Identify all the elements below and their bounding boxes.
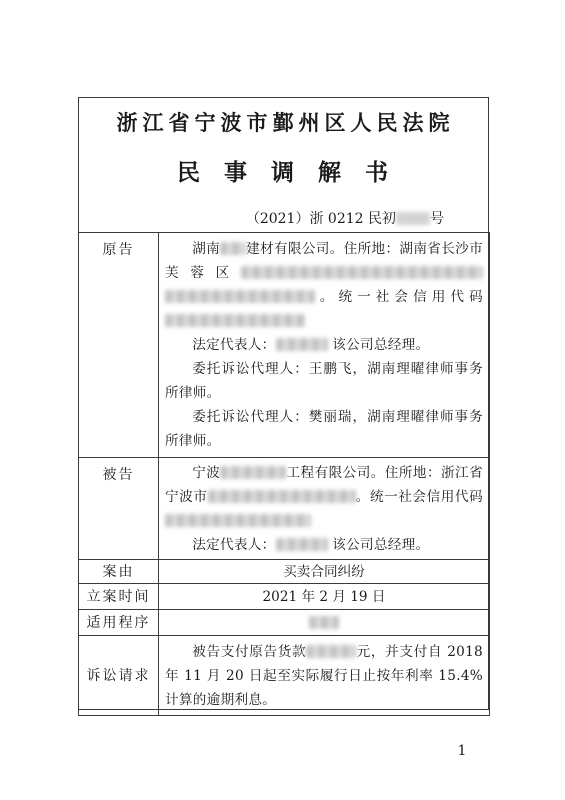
redacted-text [165,290,315,303]
plaintiff-agent-2: 委托诉讼代理人：樊丽瑞，湖南理曜律师事务所律师。 [165,409,483,449]
court-name: 浙江省宁波市鄞州区人民法院 [116,110,455,135]
redacted-text [220,466,286,479]
redacted-text [208,490,356,503]
plaintiff-legal-rep: 法定代表人： 该公司总经理。 [192,337,430,353]
plaintiff-label: 原告 [79,233,159,458]
defendant-company: 宁波 工程有限公司。住所地：浙江省宁波市 。统一社会信用代码 [165,461,483,533]
redacted-text [220,242,246,255]
defendant-legal-rep: 法定代表人： 该公司总经理。 [192,536,430,553]
claims-row [79,636,490,716]
plaintiff-company: 湖南 建材有限公司。住所地：湖南省长沙市芙蓉区。统一社会信用代码 [165,237,483,333]
claims-content [159,636,490,716]
defendant-row [79,458,490,560]
redacted-text [276,338,328,351]
redacted-text [306,645,356,658]
page-number: 1 [457,743,467,759]
defendant-label: 被告 [79,458,159,560]
cause-row [79,560,490,584]
cause-label: 案由 [79,560,159,584]
redacted-text [309,616,339,629]
cause-value: 买卖合同纠纷 [159,560,490,584]
procedure-label: 适用程序 [79,610,159,636]
redacted-text [276,538,328,551]
procedure-value [159,610,490,636]
case-number-suffix: 号 [430,211,444,227]
procedure-row [79,610,490,636]
document-frame [78,97,489,710]
redacted-text [165,514,311,527]
filing-date-label: 立案时间 [79,584,159,610]
case-number [79,208,488,230]
defendant-content [159,458,490,560]
case-number-prefix: （2021）浙 0212 民初 [245,211,396,227]
claims-text: 被告支付原告货款 元，并支付自 2018 年 11 月 20 日起至实际履行日止按年利率 15.4% 计算的逾期利息。 [165,643,483,708]
claims-label: 诉讼请求 [79,636,159,716]
filing-date-row [79,584,490,610]
redacted-text [165,314,305,327]
document-title: 民事调解书 [177,159,412,186]
case-info-table [78,232,490,716]
case-number-redaction [396,212,430,225]
filing-date-value: 2021 年 2 月 19 日 [159,584,490,610]
plaintiff-agent-1: 委托诉讼代理人：王鹏飞，湖南理曜律师事务所律师。 [165,361,483,401]
redacted-text [241,266,483,279]
plaintiff-content [159,233,490,458]
plaintiff-row [79,233,490,458]
